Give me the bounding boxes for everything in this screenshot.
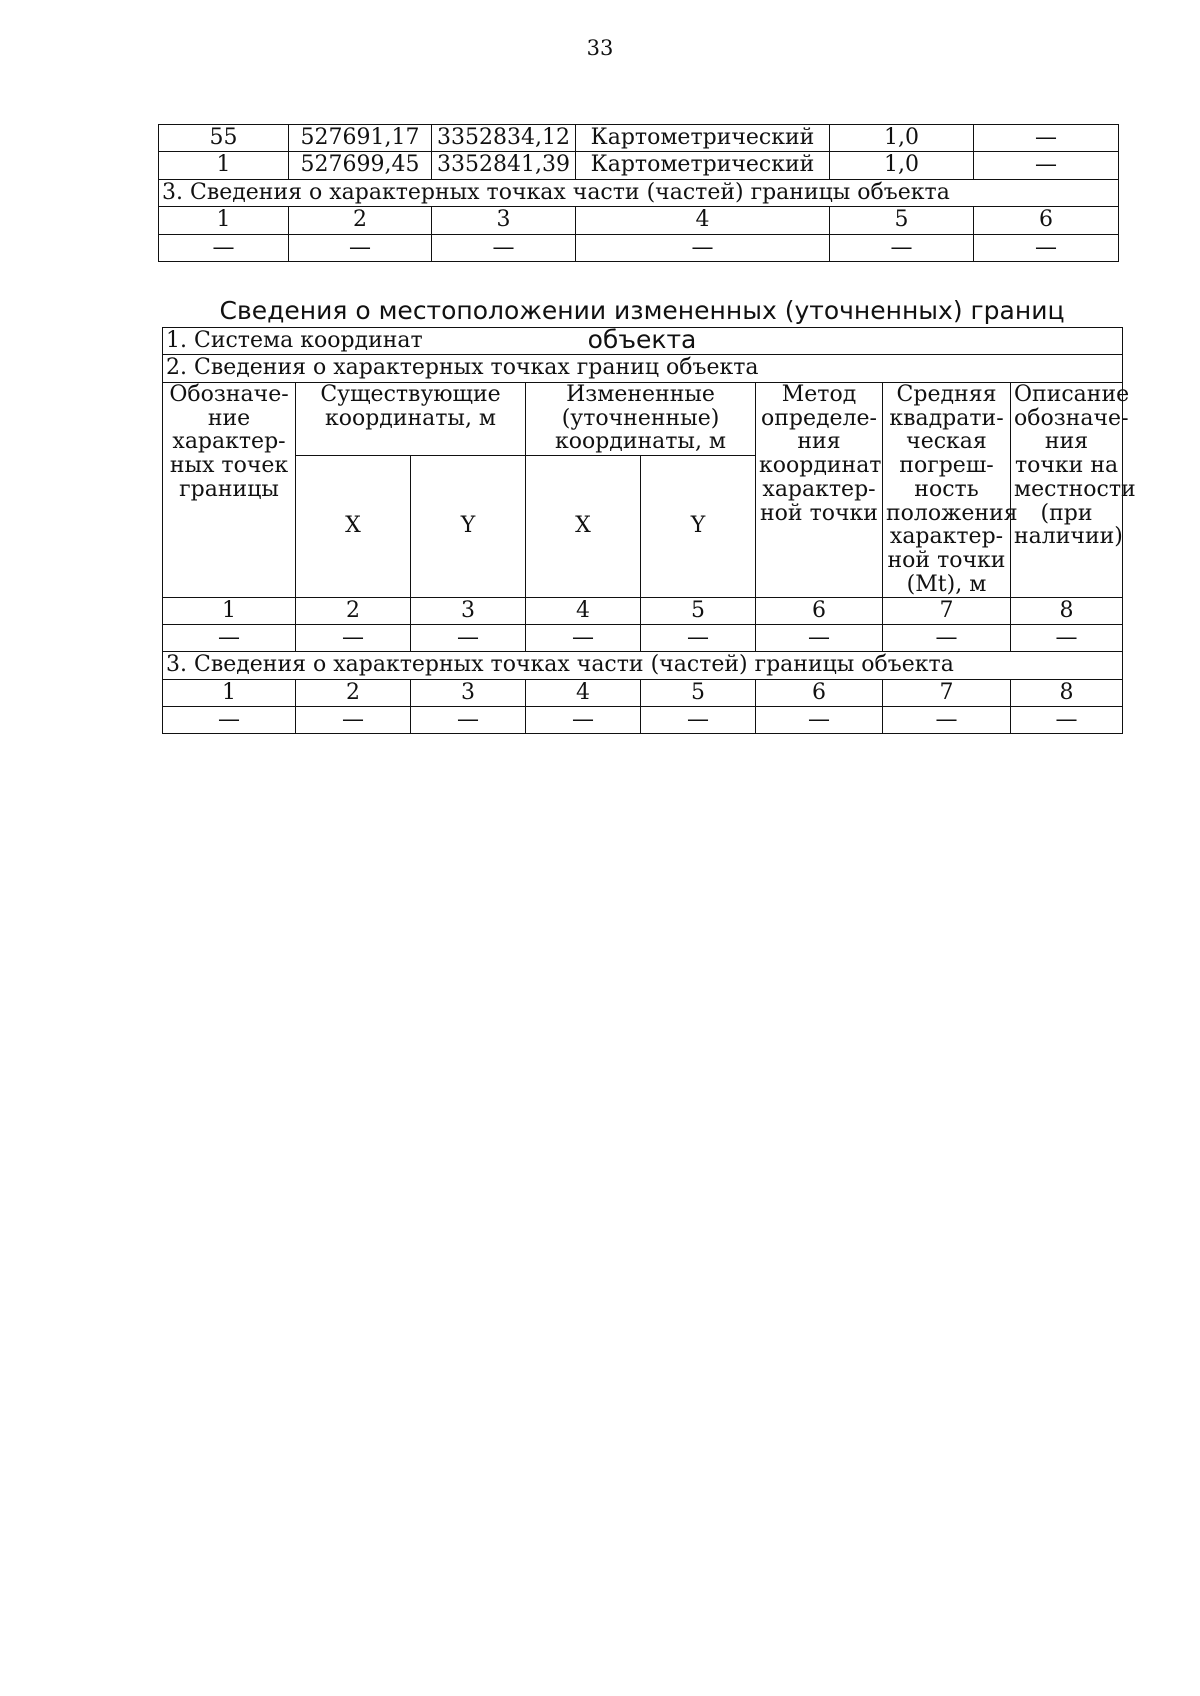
empty-cell: — <box>432 234 576 261</box>
y-coordinate-cell: 3352841,39 <box>432 152 576 179</box>
column-number: 4 <box>576 207 830 234</box>
accuracy-cell: 1,0 <box>830 125 974 152</box>
column-number: 2 <box>289 207 432 234</box>
empty-cell: — <box>756 707 883 734</box>
header-method: Метод определе-ния координат характер-ной точки <box>756 382 883 597</box>
column-number: 7 <box>883 679 1011 706</box>
header-existing-x: X <box>296 455 411 597</box>
empty-row <box>163 624 1123 651</box>
empty-row <box>159 234 1119 261</box>
empty-cell: — <box>289 234 432 261</box>
table-row <box>159 152 1119 179</box>
column-number: 4 <box>526 679 641 706</box>
section-row <box>163 652 1123 679</box>
empty-cell: — <box>411 624 526 651</box>
column-number: 3 <box>411 597 526 624</box>
empty-cell: — <box>830 234 974 261</box>
header-existing-coordinates: Существующие координаты, м <box>296 382 526 455</box>
column-number: 1 <box>163 679 296 706</box>
empty-cell: — <box>526 707 641 734</box>
column-number: 6 <box>756 597 883 624</box>
column-number: 2 <box>296 679 411 706</box>
header-mean-square-error: Средняя квадрати-ческая погреш-ность положения характер-ной точки (Mt), м <box>883 382 1011 597</box>
empty-cell: — <box>163 707 296 734</box>
empty-cell: — <box>756 624 883 651</box>
empty-cell: — <box>1011 624 1123 651</box>
boundary-points-table-continued <box>158 124 1119 262</box>
column-number: 8 <box>1011 679 1123 706</box>
description-cell: — <box>974 125 1119 152</box>
empty-cell: — <box>296 707 411 734</box>
page-number: 33 <box>586 36 614 60</box>
column-number: 6 <box>974 207 1119 234</box>
changed-boundaries-table <box>162 327 1136 734</box>
column-number-row <box>163 679 1123 706</box>
header-existing-y: Y <box>411 455 526 597</box>
column-number: 2 <box>296 597 411 624</box>
column-number: 7 <box>883 597 1011 624</box>
column-number: 5 <box>641 597 756 624</box>
section-row <box>163 355 1123 382</box>
empty-cell: — <box>576 234 830 261</box>
x-coordinate-cell: 527691,17 <box>289 125 432 152</box>
x-coordinate-cell: 527699,45 <box>289 152 432 179</box>
column-number: 1 <box>163 597 296 624</box>
accuracy-cell: 1,0 <box>830 152 974 179</box>
empty-cell: — <box>974 234 1119 261</box>
column-number: 1 <box>159 207 289 234</box>
column-number: 5 <box>830 207 974 234</box>
description-cell: — <box>974 152 1119 179</box>
section-row <box>159 179 1119 206</box>
y-coordinate-cell: 3352834,12 <box>432 125 576 152</box>
header-changed-x: X <box>526 455 641 597</box>
column-number-row <box>163 597 1123 624</box>
table-row <box>159 125 1119 152</box>
column-number: 4 <box>526 597 641 624</box>
section-3-title: 3. Сведения о характерных точках части (частей) границы объекта <box>163 652 1123 679</box>
point-id-cell: 55 <box>159 125 289 152</box>
method-cell: Картометрический <box>576 152 830 179</box>
header-designation: Обозначе-ние характер-ных точек границы <box>163 382 296 597</box>
section-row <box>163 328 1123 355</box>
empty-cell: — <box>526 624 641 651</box>
header-changed-y: Y <box>641 455 756 597</box>
empty-cell: — <box>883 707 1011 734</box>
column-number: 3 <box>432 207 576 234</box>
column-number: 6 <box>756 679 883 706</box>
empty-cell: — <box>1011 707 1123 734</box>
empty-cell: — <box>641 624 756 651</box>
column-number: 8 <box>1011 597 1123 624</box>
empty-row <box>163 707 1123 734</box>
coordinate-system-title: 1. Система координат <box>163 328 1123 355</box>
method-cell: Картометрический <box>576 125 830 152</box>
empty-cell: — <box>641 707 756 734</box>
empty-cell: — <box>159 234 289 261</box>
empty-cell: — <box>883 624 1011 651</box>
empty-cell: — <box>296 624 411 651</box>
section-heading: Сведения о местоположении измененных (уточненных) границ объекта <box>219 296 1065 354</box>
header-changed-coordinates: Измененные (уточненные) координаты, м <box>526 382 756 455</box>
column-number-row <box>159 207 1119 234</box>
header-row <box>163 382 1123 455</box>
empty-cell: — <box>163 624 296 651</box>
column-number: 3 <box>411 679 526 706</box>
point-id-cell: 1 <box>159 152 289 179</box>
empty-cell: — <box>411 707 526 734</box>
section-3-title: 3. Сведения о характерных точках части (частей) границы объекта <box>159 179 1119 206</box>
column-number: 5 <box>641 679 756 706</box>
section-2-title: 2. Сведения о характерных точках границ объекта <box>163 355 1123 382</box>
header-point-description: Описание обозначе-ния точки на местности (при наличии) <box>1011 382 1123 597</box>
